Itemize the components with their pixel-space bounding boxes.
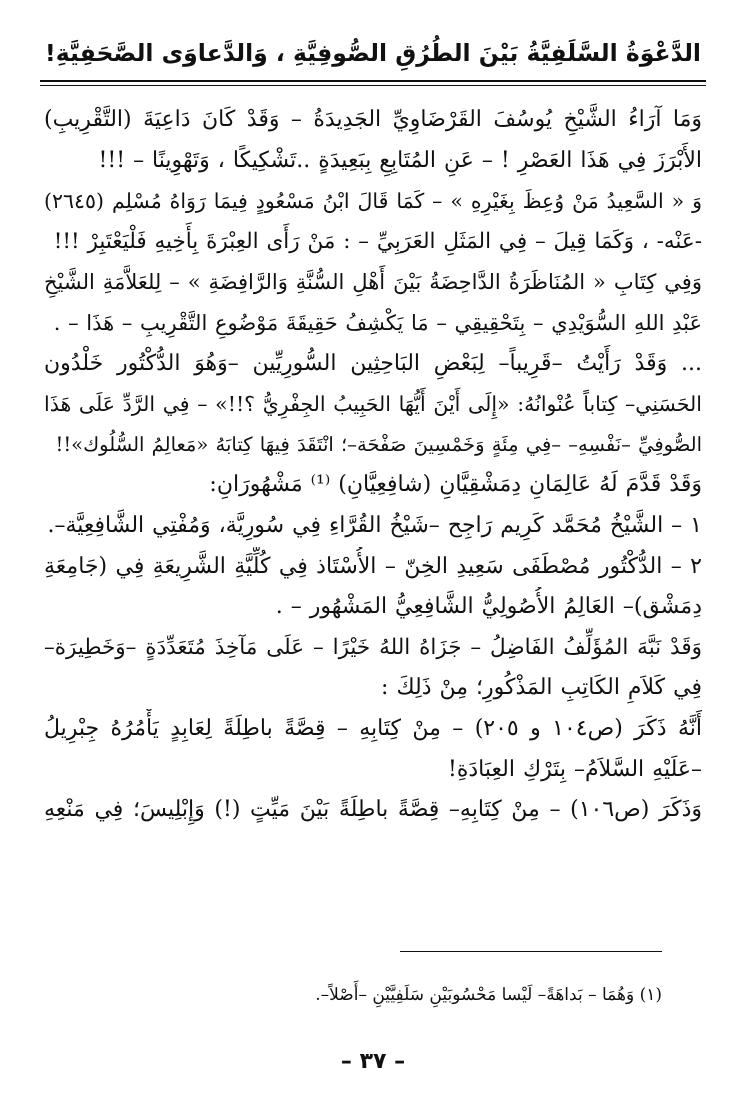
text-line-7: ... وَقَدْ رَأَيْتُ –قَرِيباً– لِبَعْضِ البَاحِثِين السُّورِيِّين –وَهُوَ الدُّكْتُور خَلْدُون [44,350,702,376]
text-line-16: أَنَّهُ ذَكَرَ (ص١٠٤ و ٢٠٥) – مِنْ كِتَابِهِ – قِصَّةً باطِلَةً لِعَابِدٍ يَأْمُرُهُ جِبْرِيلُ [44,715,702,741]
header-rule-thin [40,85,706,86]
text-line-4: -عَنْه- ، وَكَمَا قِيلَ – فِي المَثَلِ العَرَبِيِّ – : مَنْ رَأَى العِبْرَةَ بِأَخِيهِ فَلْيَعْتَبِرْ !!! [53,228,702,254]
running-header: الدَّعْوَةُ السَّلَفِيَّةُ بَيْنَ الطُرُقِ الصُّوفِيَّةِ ، وَالدَّعاوَى الصَّحَفِيَّةِ! [45,39,701,67]
text-line-2: الأَبْرَزَ فِي هَذَا العَصْرِ ! – عَنِ المُتَابِعِ بِبَعِيدَةٍ ..تَشْكِيكًا ، وَتَهْوِينًا – !!! [98,147,702,173]
text-line-1: وَمَا آرَاءُ الشَّيْخِ يُوسُفَ القَرْضَاوِيِّ الجَدِيدَةُ – وَقَدْ كَانَ دَاعِيَةَ (التَّقْرِيبِ) [44,107,702,132]
text-line-15: فِي كَلاَمِ الكَاتِبِ المَذْكُورِ؛ مِنْ ذَلِكَ : [381,675,702,701]
text-line-8: الحَسَنِي– كِتاباً عُنْوانُهُ: «إِلَى أَيْنَ أَيُّهَا الحَبِيبُ الجِفْرِيُّ ؟!!» – فِي الرَّدِّ عَلَى هَذَا [44,392,702,417]
body-text [44,100,702,831]
text-line-17: –عَلَيْهِ السَّلاَمُ– بِتَرْكِ العِبَادَةِ! [448,756,702,782]
text-line-12: ٢ – الدُّكْتُور مُصْطَفَى سَعِيدِ الخِنّ – الأُسْتَاذ فِي كُلِّيَّةِ الشَّرِيعَةِ فِي (جَامِعَةِ [44,553,702,579]
header-rule-thick [40,80,706,82]
text-line-18: وَذَكَرَ (ص١٠٦) – مِنْ كِتَابِهِ– قِصَّةً باطِلَةً بَيْنَ مَيِّتٍ (!) وَإِبْلِيسَ؛ فِي مَنْعِهِ [44,797,702,823]
text-line-6: عَبْدِ اللهِ السُّوَيْدِي – بِتَحْقِيقِي – مَا يَكْشِفُ حَقِيقَةَ مَوْضُوعِ التَّقْرِيبِ – هَذَا – . [53,310,702,335]
text-line-11: ١ – الشَّيْخُ مُحَمَّد كَرِيم رَاجِح –شَيْخُ القُرَّاءِ فِي سُورِيَّة، وَمُفْتِي الشَّافِعِيَّة–. [47,512,702,538]
footnote-separator [400,951,662,952]
text-line-10: وَقَدْ قَدَّمَ لَهُ عَالِمَانِ دِمَشْقِيَّانِ (شافِعِيَّانِ) ⁽¹⁾ مَشْهُورَانِ: [209,472,702,498]
text-line-3: وَ « السَّعِيدُ مَنْ وُعِظَ بِغَيْرِهِ » – كَمَا قَالَ ابْنُ مَسْعُودٍ فِيمَا رَوَاهُ مُسْلِم (٢٦٤٥) [44,189,702,214]
text-line-5: وَفِي كِتَابِ « المُنَاظَرَةُ الدَّاحِضَةُ بَيْنَ أَهْلِ السُّنَّةِ وَالرَّافِضَةِ » – لِلعَلاَّمَةِ الشَّيْخِ [44,270,702,295]
text-line-9: الصُّوفِيِّ –نَفْسِهِ– –فِي مِئَةٍ وَخَمْسِينَ صَفْحَة–؛ انْتَقَدَ فِيهَا كِتابَهُ «مَعالِمُ السُّلُوك»!! [55,432,702,456]
page-number: – ٣٧ – [340,1049,406,1074]
text-line-13: دِمَشْق)– العَالِمُ الأُصُولِيُّ الشَّافِعِيُّ المَشْهُور – . [275,594,702,620]
footnote: (١) وَهُمَا – بَداهَةً– لَيْسا مَحْسُوبَيْنِ سَلَفِيَّيْنِ –أَصْلاً–. [315,985,662,1005]
text-line-14: وَقَدْ نَبَّهَ المُؤَلِّفُ الفَاضِلُ – جَزَاهُ اللهُ خَيْرًا – عَلَى مَآخِذَ مُتَعَدِّدَةٍ –وَخَطِيرَة– [44,634,702,660]
